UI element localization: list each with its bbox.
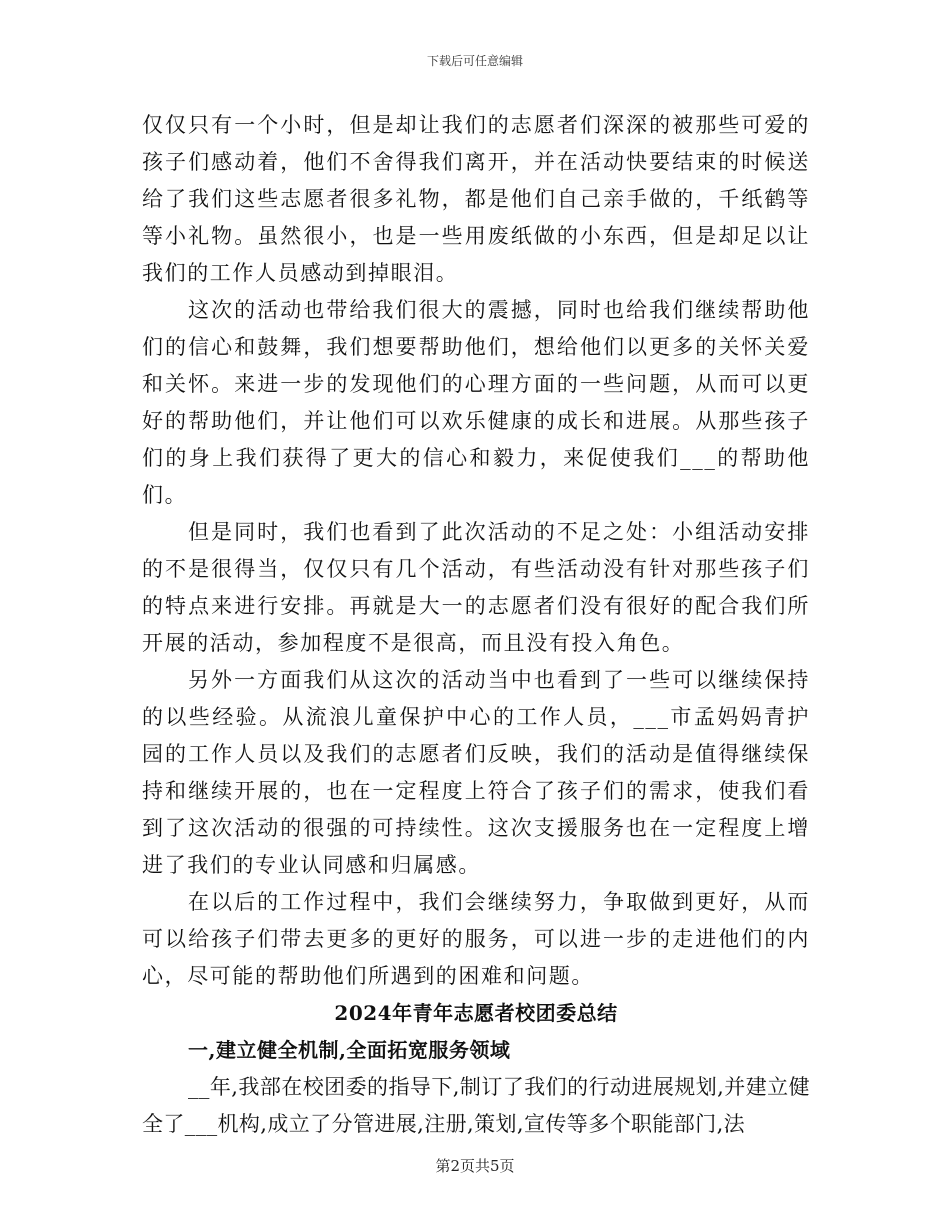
- paragraph-future: 在以后的工作过程中，我们会继续努力，争取做到更好，从而可以给孩子们带去更多的更好的服务，可以进一步的走进他们的内心，尽可能的帮助他们所遇到的困难和问题。: [142, 890, 810, 988]
- paragraph-impact: 这次的活动也带给我们很大的震撼，同时也给我们继续帮助他们的信心和鼓舞，我们想要帮助他们，想给他们以更多的关怀关爱和关怀。来进一步的发现他们的心理方面的一些问题，从而可以更好的帮助他们，并让他们可以欢乐健康的成长和进展。从那些孩子们的身上我们获得了更大的信心和毅力，来促使我们___的帮助他们。: [142, 298, 810, 507]
- section-heading: 一,建立健全机制,全面拓宽服务领域: [188, 1038, 511, 1062]
- document-title: 2024年青年志愿者校团委总结: [334, 1001, 618, 1025]
- paragraph-continuation: 仅仅只有一个小时，但是却让我们的志愿者们深深的被那些可爱的孩子们感动着，他们不舍得我们离开，并在活动快要结束的时候送给了我们这些志愿者很多礼物，都是他们自己亲手做的，千纸鹤等等小礼物。虽然很小，也是一些用废纸做的小东西，但是却足以让我们的工作人员感动到掉眼泪。: [142, 113, 810, 285]
- page-number: 第2页共5页: [435, 1157, 515, 1175]
- page-header: 下载后可任意编辑: [426, 54, 523, 68]
- document-body: [142, 107, 810, 1143]
- section-paragraph: __年,我部在校团委的指导下,制订了我们的行动进展规划,并建立健全了___机构,成立了分管进展,注册,策划,宣传等多个职能部门,法: [142, 1075, 810, 1136]
- paragraph-experience: 另外一方面我们从这次的活动当中也看到了一些可以继续保持的以些经验。从流浪儿童保护中心的工作人员，___市孟妈妈青护园的工作人员以及我们的志愿者们反映，我们的活动是值得继续保持和继续开展的，也在一定程度上符合了孩子们的需求，使我们看到了这次活动的很强的可持续性。这次支援服务也在一定程度上增进了我们的专业认同感和归属感。: [142, 668, 810, 877]
- paragraph-shortcomings: 但是同时，我们也看到了此次活动的不足之处：小组活动安排的不是很得当，仅仅只有几个活动，有些活动没有针对那些孩子们的特点来进行安排。再就是大一的志愿者们没有很好的配合我们所开展的活动，参加程度不是很高，而且没有投入角色。: [142, 520, 810, 655]
